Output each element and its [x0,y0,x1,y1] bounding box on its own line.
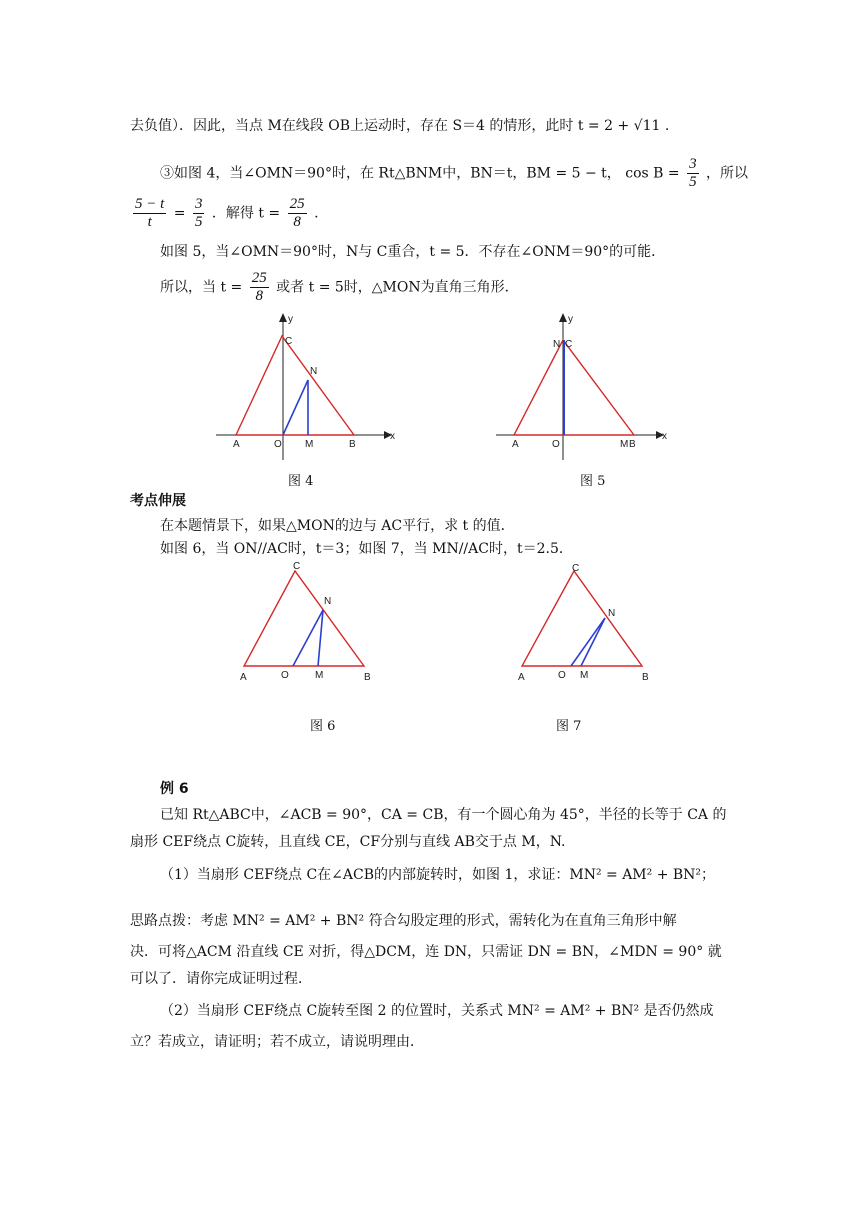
text-line-4: 如图 5，当∠OMN＝90°时，N与 C重合，t = 5．不存在∠ONM＝90°的可能． [160,244,666,260]
figure-5 [492,310,682,462]
segment-NM [581,618,605,666]
text-line-13: 可以了．请你完成证明过程． [130,971,312,987]
label-C: C [565,339,573,350]
label-B: B [642,672,649,683]
label-y: y [288,314,293,325]
label-M: M [580,670,589,681]
example-title: 例 6 [160,781,189,797]
label-O: O [552,439,560,450]
label-M: M [315,670,324,681]
fraction-rhs-num: 3 [194,196,203,212]
text-line-2 [160,156,748,191]
text-line-1: 去负值）．因此，当点 M在线段 OB上运动时，存在 S＝4 的情形，此时 t = 2 + √11 . [130,118,670,134]
fraction-cosB-den: 5 [689,174,697,190]
fraction-t2-den: 8 [255,288,263,304]
label-N: N [608,608,616,619]
text-line-8: 已知 Rt△ABC中，∠ACB = 90°，CA = CB，有一个圆心角为 45°，半径的长等于 CA 的 [160,807,727,823]
label-C: C [285,336,293,347]
text-line-5a: 所以，当 t = [160,279,243,296]
text-line-6: 在本题情景下，如果△MON的边与 AC平行，求 t 的值． [160,518,515,534]
text-line-2a: ③如图 4，当∠OMN＝90°时，在 Rt△BNM中，BN＝t，BM = 5 − t， cos B = [160,165,680,182]
text-line-12: 决．可将△ACM 沿直线 CE 对折，得△DCM，连 DN，只需证 DN = BN，∠MDN = 90° 就 [130,944,722,960]
caption-figure-6: 图 6 [310,719,336,734]
fraction-rhs [193,196,205,231]
fraction-lhs-den: t [147,214,152,230]
label-B: B [629,439,636,450]
figure-6 [232,558,382,688]
label-B: B [349,439,356,450]
label-A: A [233,439,240,450]
fraction-t1-num: 25 [289,196,305,212]
text-line-2b: ，所以 [706,165,749,182]
label-A: A [240,672,247,683]
label-x: x [390,431,395,442]
triangle-ABC [236,336,354,435]
label-y: y [568,314,573,325]
text-line-10: （1）当扇形 CEF绕点 C在∠ACB的内部旋转时，如图 1，求证：MN² = AM² + BN²； [160,867,716,883]
label-M: M [305,439,314,450]
label-O: O [558,670,566,681]
caption-figure-4: 图 4 [288,474,314,489]
text-line-9: 扇形 CEF绕点 C旋转，且直线 CE，CF分别与直线 AB交于点 M，N. [130,834,566,850]
label-N: N [553,339,561,350]
caption-figure-5: 图 5 [580,474,606,489]
fraction-t2 [250,270,269,305]
label-B: B [364,672,371,683]
fraction-lhs-num: 5 − t [135,196,165,212]
label-C: C [572,563,580,574]
text-line-3b: ．解得 t = [211,205,281,222]
label-A: A [512,439,519,450]
fraction-rhs-den: 5 [194,214,203,230]
label-O: O [274,439,282,450]
label-N: N [324,596,332,607]
text-line-3: $\frac{5 - t}{t}$ = $\frac{3}{5}$ ．解得 t = $\frac{25}{8}$ . [135,196,319,230]
triangle-ABC [244,571,364,666]
text-line-14: （2）当扇形 CEF绕点 C旋转至图 2 的位置时，关系式 MN² = AM² + BN² 是否仍然成 [160,1003,714,1019]
y-axis-arrow-icon [559,313,567,322]
triangle-ABC [514,340,634,435]
fraction-t1-den: 8 [293,214,301,230]
y-axis-arrow-icon [279,313,287,322]
section-title: 考点伸展 [130,493,186,509]
label-x: x [662,431,667,442]
text-line-15: 立？若成立，请证明；若不成立，请说明理由． [130,1034,424,1050]
label-C: C [293,561,301,572]
figure-4 [212,310,402,462]
text-line-11: 思路点拨：考虑 MN² = AM² + BN² 符合勾股定理的形式，需转化为在直角三角形中解 [130,913,677,929]
fraction-cosB [687,156,699,191]
text-line-7: 如图 6，当 ON//AC时，t＝3；如图 7，当 MN//AC时，t＝2.5． [160,541,573,557]
label-A: A [518,672,525,683]
segment-ON [571,618,605,666]
fraction-cosB-num: 3 [689,156,697,172]
fraction-lhs [133,196,166,231]
figure-7 [512,558,662,688]
text-line-5b: 或者 t = 5时，△MON为直角三角形． [276,279,519,296]
text-line-3c: . [314,205,319,222]
fraction-t2-num: 25 [251,270,267,286]
label-M: M [620,439,629,450]
label-N: N [310,366,318,377]
caption-figure-7: 图 7 [556,719,582,734]
label-O: O [281,670,289,681]
segment-ON [283,380,308,435]
text-line-5 [160,270,519,305]
fraction-t1 [288,196,307,231]
